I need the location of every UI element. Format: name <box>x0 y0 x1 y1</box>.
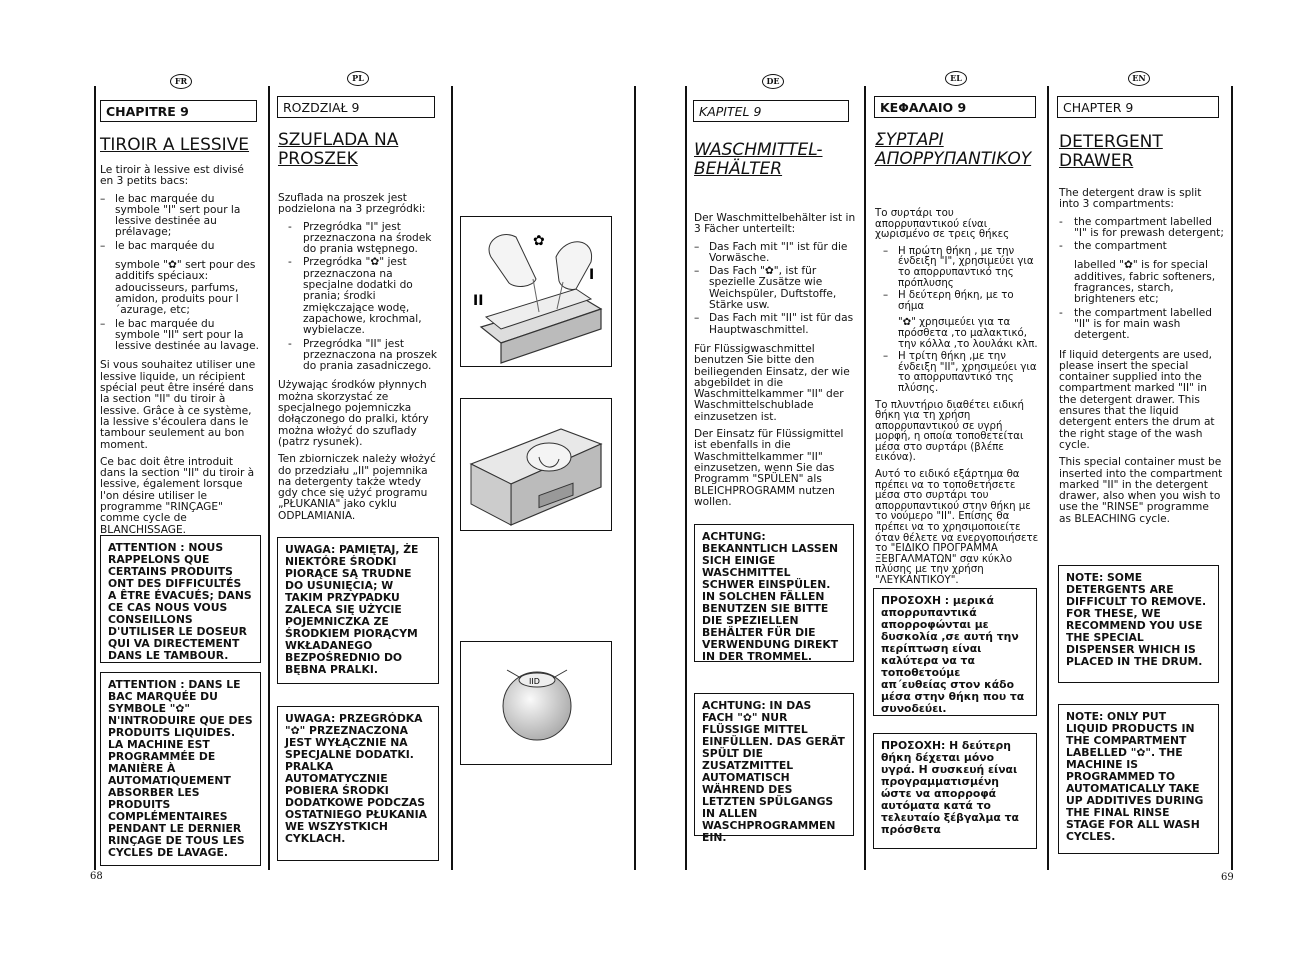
warning-box-el-1: ΠΡΟΣΟΧΗ : μερικά απορρυπαντικά απορροφώνται με δυσκολία ,σε αυτή την περίπτωση είναι καλύτερα να τα τοποθετούμε απ΄ευθείας στον κάδο μέσα στην θήκη που τα συνοδεύει. <box>873 588 1037 716</box>
paragraph: Der Einsatz für Flüssigmittel ist ebenfalls in die Waschmittelkammer "II" einzusetzen, wenn Sie das Programm "SPÜLEN" als BLEICHPROGRAMM nutzen wollen. <box>694 428 844 508</box>
section-title-pl: SZUFLADA NA PROSZEK <box>278 130 399 169</box>
paragraph: Für Flüssigwaschmittel benutzen Sie bitte den beiliegenden Einsatz, der wie abgebildet in die Waschmittelkammer "II" der Waschmittelschublade einzusetzen ist. <box>694 342 850 423</box>
section-title-el: ΣΥΡΤΑΡΙ ΑΠΟΡΡΥΠΑΝΤΙΚΟΥ <box>875 130 1032 169</box>
intro-text: Der Waschmittelbehälter ist in 3 Fächer unterteilt: <box>694 212 856 236</box>
list-item: the compartment labelled "II" is for main wash detergent. <box>1074 306 1212 342</box>
paragraph: Ce bac doit être introduit dans la section "II" du tiroir à lessive, également lorsque l'on désire utiliser le programme "RINÇAGE" comme cycle de BLANCHISSAGE. <box>100 455 255 536</box>
body-text-pl: Szuflada na proszek jest podzielona na 3 przegródki: - Przegródka "I" jest przeznaczona na środek do prania wstępnego. - Przegródka "✿" jest przeznaczona na specjalne dodatki do prania; środki zmiękczające wodę, zapachowe, krochmal, wybielacze. - Przegródka "II" jest przeznaczona na proszek do prania zasadniczego. Używając środków płynnych można skorzystać ze specjalnego pojemniczka dołączonego do pralki, który można włożyć do szuflady (patrz rysunek). Ten zbiorniczek należy włożyć do przedziału „II" pojemnika na detergenty także wtedy gdy chce się użyć programu „PŁUKANIA" jako cyklu ODPLAMIANIA. <box>278 193 440 528</box>
paragraph: Το πλυντήριο διαθέτει ειδική θήκη για τη χρήση απορρυπαντικού σε υγρή μορφή, η οποία τοποθετείται μέσα στο συρτάρι (βλέπε εικόνα). <box>875 399 1024 464</box>
list-item: labelled "✿" is for special additives, fabric softeners, fragrances, starch, brighteners etc; <box>1074 259 1216 306</box>
list-item: le bac marquée du <box>115 239 215 252</box>
figure-label-II: II <box>473 293 484 309</box>
figure-drawer-insert <box>460 398 612 531</box>
column-divider <box>1047 86 1049 870</box>
intro-text: The detergent draw is split into 3 compartments: <box>1059 187 1202 211</box>
warning-box-en-2: NOTE: ONLY PUT LIQUID PRODUCTS IN THE COMPARTMENT LABELLED "✿". THE MACHINE IS PROGRAMMED TO AUTOMATICALLY TAKE UP ADDITIVES DURING THE FINAL RINSE STAGE FOR ALL WASH CYCLES. <box>1058 704 1219 854</box>
paragraph: Αυτό το ειδικό εξάρτημα θα πρέπει να το τοποθετήσετε μέσα στο συρτάρι του απορρυπαντικού στην θήκη με το νούμερο "II". Επίσης θα πρέπει να το χρησιμοποιείτε όταν θέλετε να ενεργοποιήσετε το "ΕΙΔΙΚΟ ΠΡΟΓΡΑΜΜΑ ΞΕΒΓΑΛΜΑΤΩΝ" σαν κύκλο πλύσης με την χρήση "ΛΕΥΚΑΝΤΙΚΟΥ". <box>875 469 1039 586</box>
section-title-en: DETERGENT DRAWER <box>1059 132 1163 171</box>
body-text-de: Der Waschmittelbehälter ist in 3 Fächer unterteilt: – Das Fach mit "I" ist für die Vorwäsche. – Das Fach "✿", ist für spezielle Zusätze wie Weichspüler, Duftstoffe, Stärke usw. – Das Fach mit "II" ist für das Hauptwaschmittel. Für Flüssigwaschmittel benutzen Sie bitte den beiliegenden Einsatz, der wie abgebildet in die Waschmittelkammer "II" der Waschmittelschublade einzusetzen ist. Der Einsatz für Flüssigmittel ist ebenfalls in die Waschmittelkammer "II" einzusetzen, wenn Sie das Programm "SPÜLEN" als BLEICHPROGRAMM nutzen wollen. <box>694 213 858 514</box>
warning-box-fr-2: ATTENTION : DANS LE BAC MARQUÉE DU SYMBOLE "✿" N'INTRODUIRE QUE DES PRODUITS LIQUIDES. LA MACHINE EST PROGRAMMÉE DE MANIÈRE À AUTOMATIQUEMENT ABSORBER LES PRODUITS COMPLÉMENTAIRES PENDANT LE DERNIER RINÇAGE DE TOUS LES CYCLES DE LAVAGE. <box>100 672 261 866</box>
flag-fr: FR <box>170 74 192 89</box>
figure-label-I: I <box>589 267 595 283</box>
column-divider <box>685 86 687 870</box>
list-item: symbole "✿" sert pour des additifs spéciaux: adoucisseurs, parfums, amidon, produits pour l´azurage, etc; <box>115 259 256 317</box>
intro-text: Το συρτάρι του απορρυπαντικού είναι χωρισμένο σε τρεις θήκες <box>875 208 1010 241</box>
warning-box-de-2: ACHTUNG: IN DAS FACH "✿" NUR FLÜSSIGE MITTEL EINFÜLLEN. DAS GERÄT SPÜLT DIE ZUSATZMITTEL AUTOMATISCH WÄHREND DES LETZTEN SPÜLGANGS IN ALLEN WASCHPROGRAMMEN EIN. <box>694 693 854 836</box>
column-divider <box>634 86 636 870</box>
list-item: le bac marquée du symbole "II" sert pour la lessive destinée au lavage. <box>115 317 259 353</box>
paragraph: Używając środków płynnych można skorzystać ze specjalnego pojemniczka dołączonego do pralki, który można włożyć do szuflady (patrz rysunek). <box>278 379 429 448</box>
list-item: Η δεύτερη θήκη, με το σήμα <box>898 290 1014 312</box>
list-item: Przegródka "II" jest przeznaczona na proszek do prania zasadniczego. <box>303 337 437 373</box>
list-item: le bac marquée du symbole "I" sert pour la lessive destinée au prélavage; <box>115 192 241 239</box>
body-text-el: Το συρτάρι του απορρυπαντικού είναι χωρισμένο σε τρεις θήκες – Η πρώτη θήκη , με την ένδειξη "I", χρησιμεύει για το απορρυπαντικό της πρόπλυσης – Η δεύτερη θήκη, με το σήμα "✿" χρησιμεύει για τα πρόσθετα ,το μαλακτικό, την κόλλα ,το λουλάκι κλπ. – Η τρίτη θήκη ,με την ένδειξη "II", χρησιμεύει για το απορρυπαντικό της πλύσης. Το πλυντήριο διαθέτει ειδική θήκη για τη χρήση απορρυπαντικού σε υγρή μορφή, η οποία τοποθετείται μέσα στο συρτάρι (βλέπε εικόνα). Αυτό το ειδικό εξάρτημα θα πρέπει να το τοποθετήσετε μέσα στο συρτάρι του απορρυπαντικού στην θήκη με το νούμερο "II". Επίσης θα πρέπει να το χρησιμοποιείτε όταν θέλετε να ενεργοποιήσετε το "ΕΙΔΙΚΟ ΠΡΟΓΡΑΜΜΑ ΞΕΒΓΑΛΜΑΤΩΝ" σαν κύκλο πλύσης με την χρήση "ΛΕΥΚΑΝΤΙΚΟΥ". <box>875 208 1039 586</box>
list-item: the compartment <box>1074 240 1167 253</box>
list-item: Η τρίτη θήκη ,με την ένδειξη "II", χρησιμεύει για το απορρυπαντικό της πλύσης. <box>898 351 1037 394</box>
warning-box-el-2: ΠΡΟΣΟΧΗ: Η δεύτερη θήκη δέχεται μόνο υγρά. Η συσκευή είναι προγραμματισμένη ώστε να απορροφά αυτόματα κατά το τελευταίο ξέβγαλμα τα πρόσθετα <box>873 733 1037 849</box>
section-title-de: WASCHMITTEL-BEHÄLTER <box>694 140 823 179</box>
list-item: Das Fach mit "I" ist für die Vorwäsche. <box>709 240 848 264</box>
figure-liquid-dispenser <box>460 641 612 765</box>
section-title-fr: TIROIR A LESSIVE <box>100 135 250 155</box>
figure-label-IID: IID <box>529 677 540 686</box>
column-divider <box>1231 86 1233 870</box>
list-item: Η πρώτη θήκη , με την ένδειξη "I", χρησιμεύει για το απορρυπαντικό της πρόπλυσης <box>898 245 1034 289</box>
svg-text:✿: ✿ <box>533 233 545 249</box>
chapter-heading-pl: ROZDZIAŁ 9 <box>277 96 435 118</box>
paragraph: Ten zbiorniczek należy włożyć do przedziału „II" pojemnika na detergenty także wtedy gdy chce się użyć programu „PŁUKANIA" jako cyklu ODPLAMIANIA. <box>278 453 436 522</box>
body-text-fr: Le tiroir à lessive est divisé en 3 petits bacs: – le bac marquée du symbole "I" sert pour la lessive destinée au prélavage; – le bac marquée du symbole "✿" sert pour des additifs spéciaux: adoucisseurs, parfums, amidon, produits pour l´azurage, etc; – le bac marquée du symbole "II" sert pour la lessive destinée au lavage. Si vous souhaitez utiliser une lessive liquide, un récipient spécial peut être inséré dans la section "II" du tiroir à lessive. Grâce à ce système, la lessive s'écoulera dans le tambour seulement au bon moment. Ce bac doit être introduit dans la section "II" du tiroir à lessive, également lorsque l'on désire utiliser le programme "RINÇAGE" comme cycle de BLANCHISSAGE. <box>100 164 259 536</box>
figure-drawer-pouring <box>460 216 612 367</box>
page-number-left: 68 <box>90 871 103 882</box>
warning-box-en-1: NOTE: SOME DETERGENTS ARE DIFFICULT TO REMOVE. FOR THESE, WE RECOMMEND YOU USE THE SPECIAL DISPENSER WHICH IS PLACED IN THE DRUM. <box>1058 565 1219 683</box>
page-number-right: 69 <box>1221 872 1234 883</box>
list-item: Das Fach mit "II" ist für das Hauptwaschmittel. <box>709 312 854 336</box>
intro-text: Le tiroir à lessive est divisé en 3 petits bacs: <box>100 164 244 188</box>
warning-box-fr-1: ATTENTION : NOUS RAPPELONS QUE CERTAINS PRODUITS ONT DES DIFFICULTÉS A ÊTRE ÉVACUÉS; DANS CE CAS NOUS VOUS CONSEILLONS D'UTILISER LE DOSEUR QUI VA DIRECTEMENT DANS LE TAMBOUR. <box>100 535 261 663</box>
flag-el: EL <box>945 71 967 86</box>
warning-box-de-1: ACHTUNG: BEKANNTLICH LASSEN SICH EINIGE WASCHMITTEL SCHWER EINSPÜLEN. IN SOLCHEN FÄLLEN BENUTZEN SIE BITTE DIE SPEZIELLEN BEHÄLTER FÜR DIE VERWENDUNG DIREKT IN DER TROMMEL. <box>694 524 854 662</box>
warning-box-pl-1: UWAGA: PAMIĘTAJ, ŻE NIEKTÓRE ŚRODKI PIORĄCE SĄ TRUDNE DO USUNIĘCIA; W TAKIM PRZYPADKU ZALECA SIĘ UŻYCIE POJEMNICZKA ZE ŚRODKIEM PIORĄCYM WKŁADANEGO BEZPOŚREDNIO DO BĘBNA PRALKI. <box>277 537 439 684</box>
list-item: Przegródka "I" jest przeznaczona na środek do prania wstępnego. <box>303 220 432 256</box>
list-item: "✿" χρησιμεύει για τα πρόσθετα ,το μαλακτικό, την κόλλα ,το λουλάκι κλπ. <box>898 317 1038 350</box>
column-divider <box>268 86 270 870</box>
list-item: Das Fach "✿", ist für spezielle Zusätze wie Weichspüler, Duftstoffe, Stärke usw. <box>709 265 837 312</box>
chapter-heading-de: KAPITEL 9 <box>693 100 849 122</box>
column-divider <box>864 86 866 870</box>
list-item: Przegródka "✿" jest przeznaczona na specjalne dodatki do prania; środki zmiękczające wodę, zapachowe, krochmal, wybielacze. <box>303 256 422 337</box>
intro-text: Szuflada na proszek jest podzielona na 3 przegródki: <box>278 192 426 216</box>
paragraph: If liquid detergents are used, please insert the special container supplied into the compartment marked "II" in the detergent drawer. This ensures that the liquid detergent enters the drum at the right stage of the wash cycle. <box>1059 348 1215 451</box>
paragraph: This special container must be inserted into the compartment marked "II" in the detergent drawer, also when you wish to use the "RINSE" programme as BLEACHING cycle. <box>1059 456 1223 525</box>
chapter-heading-en: CHAPTER 9 <box>1057 96 1219 118</box>
paragraph: Si vous souhaitez utiliser une lessive liquide, un récipient spécial peut être inséré dans la section "II" du tiroir à lessive. Grâce à ce système, la lessive s'écoulera dans le tambour seulement au bon moment. <box>100 359 256 451</box>
flag-de: DE <box>762 74 784 89</box>
flag-pl: PL <box>347 71 369 86</box>
body-text-en: The detergent draw is split into 3 compartments: - the compartment labelled "I" is for prewash detergent; - the compartment labelled "✿" is for special additives, fabric softeners, fragrances, starch, brighteners etc; - the compartment labelled "II" is for main wash detergent. If liquid detergents are used, please insert the special container supplied into the compartment marked "II" in the detergent drawer. This ensures that the liquid detergent enters the drum at the right stage of the wash cycle. This special container must be inserted into the compartment marked "II" in the detergent drawer, also when you wish to use the "RINSE" programme as BLEACHING cycle. <box>1059 187 1224 525</box>
flag-en: EN <box>1128 71 1150 86</box>
list-item: the compartment labelled "I" is for prewash detergent; <box>1074 215 1224 239</box>
chapter-heading-el: ΚΕΦΑΛΑΙΟ 9 <box>874 96 1036 118</box>
chapter-heading-fr: CHAPITRE 9 <box>100 100 257 122</box>
column-divider <box>94 86 96 870</box>
column-divider <box>451 86 453 870</box>
warning-box-pl-2: UWAGA: PRZEGRÓDKA "✿" PRZEZNACZONA JEST WYŁĄCZNIE NA SPECJALNE DODATKI. PRALKA AUTOMATYCZNIE POBIERA ŚRODKI DODATKOWE PODCZAS OSTATNIEGO PŁUKANIA WE WSZYSTKICH CYKLACH. <box>277 706 439 861</box>
